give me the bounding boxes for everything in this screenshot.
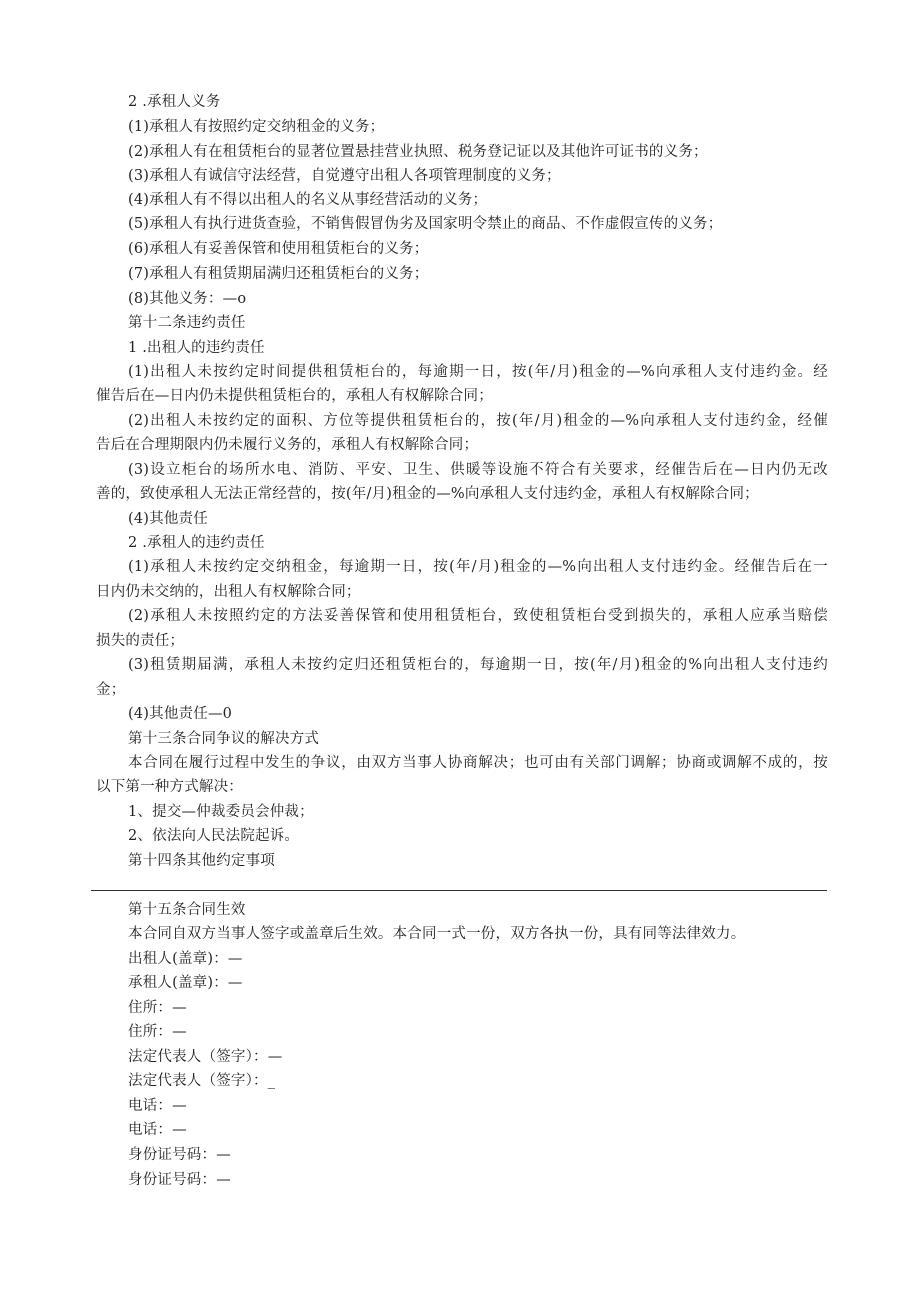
obligation-item: (4)承租人有不得以出租人的名义从事经营活动的义务； [128,192,488,208]
lessee-liability-item-4: (4)其他责任—0 [128,706,233,722]
lessee-id-number-field: 身份证号码：— [128,1172,231,1188]
article-13-body: 本合同在履行过程中发生的争议，由双方当事人协商解决；也可由有关部门调解；协商或调解不成的，按 [128,755,828,771]
lessee-liability-item-1: (1)承租人未按约定交纳租金，每逾期一日，按(年/月)租金的—%向出租人支付违约金。经催告后在一 [128,559,828,575]
dispute-option-arbitration: 1、提交—仲裁委员会仲裁； [128,804,314,820]
lessee-obligations-heading: 2 .承租人义务 [128,94,221,110]
lessor-liability-item-3-cont: 善的，致使承租人无法正常经营的，按(年/月)租金的—%向承租人支付违约金，承租人有权解除合同； [96,486,759,502]
dispute-option-court: 2、依法向人民法院起诉。 [128,828,300,844]
lessee-seal-field: 承租人(盖章)：— [128,975,243,991]
article-13-body-cont: 以下第一种方式解决： [96,779,243,795]
article-12-title: 第十二条违约责任 [128,315,246,331]
lessor-phone-field: 电话：— [128,1098,187,1114]
lessee-liability-item-3-cont: 金； [96,682,126,698]
lessor-liability-item-2: (2)出租人未按约定的面积、方位等提供租赁柜台的，按(年/月)租金的—%向承租人支付违约金，经催 [128,413,828,429]
obligation-item: (2)承租人有在租赁柜台的显著位置悬挂营业执照、税务登记证以及其他许可证书的义务； [128,144,708,160]
lessee-phone-field: 电话：— [128,1122,187,1138]
lessee-liability-heading: 2 .承租人的违约责任 [128,535,265,551]
lessor-liability-item-3: (3)设立柜台的场所水电、消防、平安、卫生、供暖等设施不符合有关要求，经催告后在—日内仍无改 [128,462,828,478]
lessor-seal-field: 出租人(盖章)：— [128,951,243,967]
obligation-item: (5)承租人有执行进货查验，不销售假冒伪劣及国家明令禁止的商品、不作虚假宣传的义务； [128,216,723,232]
lessor-address-field: 住所：— [128,1000,187,1016]
article-15-title: 第十五条合同生效 [128,902,246,918]
lessee-address-field: 住所：— [128,1024,187,1040]
lessee-liability-item-2-cont: 损失的责任； [96,633,185,649]
lessee-liability-item-2: (2)承租人未按照约定的方法妥善保管和使用租赁柜台，致使租赁柜台受到损失的，承租人应承当赔偿 [128,608,828,624]
lessor-liability-item-2-cont: 告后在合理期限内仍未履行义务的，承租人有权解除合同； [96,437,479,453]
lessor-liability-item-1: (1)出租人未按约定时间提供租赁柜台的，每逾期一日，按(年/月)租金的—%向承租人支付违约金。经 [128,364,828,380]
lessor-legal-rep-field: 法定代表人（签字）：— [128,1049,283,1065]
obligation-item: (1)承租人有按照约定交纳租金的义务； [128,119,385,135]
lessee-legal-rep-field: 法定代表人（签字）：_ [128,1073,276,1089]
lessor-liability-item-4: (4)其他责任 [128,511,208,527]
fill-in-line [91,890,827,891]
obligation-item: (3)承租人有诚信守法经营，自觉遵守出租人各项管理制度的义务； [128,168,561,184]
article-14-title: 第十四条其他约定事项 [128,853,275,869]
article-15-body: 本合同自双方当事人签字或盖章后生效。本合同一式一份，双方各执一份，具有同等法律效力。 [128,926,746,942]
lessee-liability-item-1-cont: 日内仍未交纳的，出租人有权解除合同； [96,584,361,600]
lessor-liability-item-1-cont: 催告后在—日内仍未提供租赁柜台的，承租人有权解除合同； [96,388,493,404]
obligation-item: (6)承租人有妥善保管和使用租赁柜台的义务； [128,241,429,257]
lessor-liability-heading: 1 .出租人的违约责任 [128,340,265,356]
article-13-title: 第十三条合同争议的解决方式 [128,731,320,747]
lessee-liability-item-3: (3)租赁期届满，承租人未按约定归还租赁柜台的，每逾期一日，按(年/月)租金的%向出租人支付违约 [128,657,828,673]
obligation-item: (8)其他义务：—o [128,291,247,307]
obligation-item: (7)承租人有租赁期届满归还租赁柜台的义务； [128,266,429,282]
lessor-id-number-field: 身份证号码：— [128,1147,231,1163]
